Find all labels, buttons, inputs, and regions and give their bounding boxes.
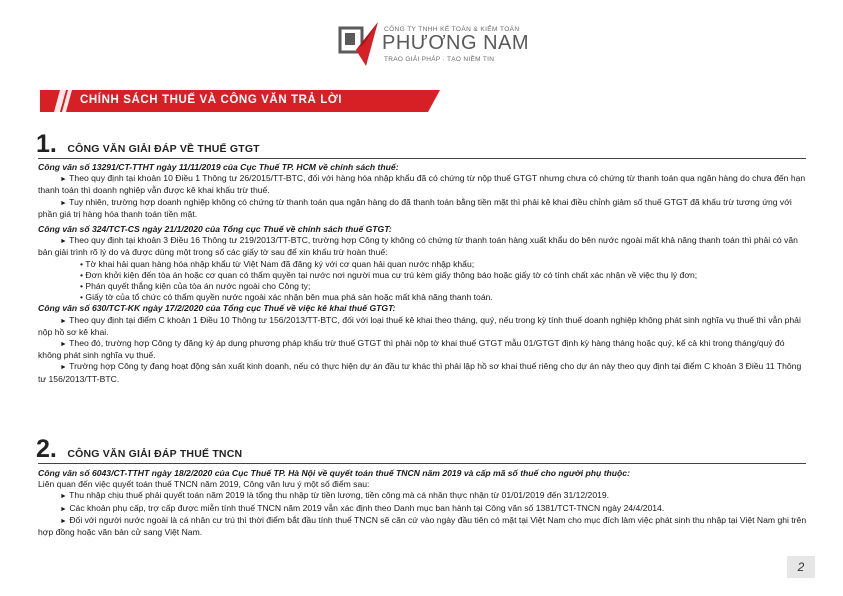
chapter-banner — [40, 90, 452, 112]
company-legal-name: CÔNG TY TNHH KẾ TOÁN & KIỂM TOÁN — [384, 26, 520, 33]
letter-heading: Công văn số 6043/CT-TTHT ngày 18/2/2020 của Cục Thuế TP. Hà Nội về quyết toán thuế TNCN năm 2019 và cấp mã số thuế cho người phụ thuộc: — [38, 468, 630, 478]
paragraph: ► Trường hợp Công ty đang hoạt động sản xuất kinh doanh, nếu có thực hiện dự án đầu tư khác thì phải lập hồ sơ khai thuế riêng cho dự án này theo quy định tại điểm C khoản 3 Điều 11 Thông tư 156/2013/TT-BTC. — [38, 361, 802, 384]
paragraph: ► Theo đó, trường hợp Công ty đăng ký áp dụng phương pháp khấu trừ thuế GTGT thì phải nộp tờ khai thuế GTGT mẫu 01/GTGT định kỳ hàng tháng hoặc quý, kể cả khi trong tháng/quý đó không phát sinh nghĩa vụ thuế. — [38, 338, 785, 361]
bullet-icon: • — [80, 281, 84, 292]
arrow-icon: ► — [60, 517, 67, 525]
paragraph: ► Các khoản phụ cấp, trợ cấp được miễn tính thuế TNCN năm 2019 vẫn xác định theo Danh mục ban hành tại Công văn số 1381/TCT-TNCN ngày 24/4/2014. — [60, 502, 665, 513]
arrow-icon: ► — [60, 505, 67, 513]
arrow-icon: ► — [60, 341, 67, 349]
arrow-icon: ► — [60, 493, 67, 501]
company-slogan: TRAO GIẢI PHÁP · TẠO NIỀM TIN — [384, 56, 495, 63]
section-title: CÔNG VĂN GIẢI ĐÁP VỀ THUẾ GTGT — [67, 143, 260, 155]
bullet-item: • Tờ khai hải quan hàng hóa nhập khẩu từ Việt Nam đã đăng ký với cơ quan hải quan nước nhập khẩu; — [80, 258, 475, 269]
intro-paragraph: Liên quan đến việc quyết toán thuế TNCN năm 2019, Công văn lưu ý một số điểm sau: — [38, 479, 370, 490]
letter-heading: Công văn số 13291/CT-TTHT ngày 11/11/2019 của Cục Thuế TP. HCM về chính sách thuế: — [38, 162, 399, 172]
paragraph: ► Tuy nhiên, trường hợp doanh nghiệp không có chứng từ thanh toán qua ngân hàng do đã thanh toán bằng tiền mặt thì phải kê khai điều chỉnh giảm số thuế GTGT đã khấu trừ tương ứng với phần giá trị hàng hóa thanh toán tiền mặt. — [38, 196, 792, 219]
section-title: CÔNG VĂN GIẢI ĐÁP THUẾ TNCN — [67, 448, 243, 460]
bullet-item: • Đơn khởi kiện đến tòa án hoặc cơ quan có thẩm quyền tại nước nơi người mua cư trú kèm giấy thông báo hoặc giấy tờ có tính chất xác nhận về việc thụ lý đơn; — [80, 269, 698, 280]
section-divider — [38, 463, 806, 464]
section-number: 1. — [36, 130, 57, 158]
section-2-body — [38, 468, 808, 538]
paragraph: ► Đối với người nước ngoài là cá nhân cư trú thì thời điểm bắt đầu tính thuế TNCN sẽ căn cứ vào ngày đầu tiên có mặt tại Việt Nam cho mục đích làm việc phát sinh thu nhập tại Việt Nam ghi trên hợp đồng hoặc văn bản cử sang Việt Nam. — [38, 514, 807, 538]
arrow-icon: ► — [60, 238, 67, 246]
arrow-icon: ► — [60, 317, 67, 325]
bullet-item: • Phán quyết thắng kiện của tòa án nước ngoài cho Công ty; — [80, 281, 311, 292]
page-number: 2 — [787, 556, 815, 578]
bullet-icon: • — [80, 292, 84, 303]
banner-title: CHÍNH SÁCH THUẾ VÀ CÔNG VĂN TRẢ LỜI — [80, 94, 343, 106]
arrow-icon: ► — [60, 176, 67, 184]
arrow-icon: ► — [60, 199, 67, 207]
arrow-icon: ► — [60, 364, 67, 372]
section-1-body — [38, 162, 808, 385]
section-2-heading — [36, 435, 242, 464]
section-1-heading — [36, 130, 260, 159]
logo-mark-icon — [336, 20, 380, 68]
bullet-icon: • — [80, 269, 84, 280]
letter-heading: Công văn số 630/TCT-KK ngày 17/2/2020 của Tổng cục Thuế về việc kê khai thuế GTGT: — [38, 303, 396, 314]
paragraph: ► Thu nhập chịu thuế phải quyết toán năm 2019 là tổng thu nhập từ tiền lương, tiền công mà cá nhân thực nhận từ 01/01/2019 đến 31/12/2019. — [60, 490, 610, 501]
section-divider — [38, 158, 806, 159]
bullet-icon: • — [80, 258, 84, 269]
paragraph: ► Theo quy định tại khoản 3 Điều 16 Thông tư 219/2013/TT-BTC, trường hợp Công ty không có chứng từ thanh toán hàng xuất khẩu do bên nước ngoài mất khả năng thanh toán thì phải có văn bản giải trình rõ lý do và được dùng một trong số các giấy tờ sau để xin khấu trừ hoàn thuế: — [38, 235, 798, 258]
paragraph: ► Theo quy định tại khoản 10 Điều 1 Thông tư 26/2015/TT-BTC, đối với hàng hóa nhập khẩu đã có chứng từ nộp thuế GTGT nhưng chưa có chứng từ thanh toán qua ngân hàng do chưa đến hạn thanh toán thì doanh nghiệp vẫn được kê khai khấu trừ thuế. — [38, 173, 806, 196]
paragraph: ► Theo quy định tại điểm C khoản 1 Điều 10 Thông tư 156/2013/TT-BTC, đối với loại thuế kê khai theo tháng, quý, nếu trong kỳ tính thuế doanh nghiệp không phát sinh nghĩa vụ thuế thì vẫn phải nộp hồ sơ kê khai. — [38, 314, 801, 337]
letter-heading: Công văn số 324/TCT-CS ngày 21/1/2020 của Tổng cục Thuế về chính sách thuế GTGT: — [38, 224, 392, 235]
section-number: 2. — [36, 435, 57, 463]
company-logo — [336, 20, 536, 72]
bullet-item: • Giấy tờ của tổ chức có thẩm quyền nước ngoài xác nhận bên mua phá sản hoặc mất khả năng thanh toán. — [80, 292, 493, 303]
company-brand-name: PHƯƠNG NAM — [382, 32, 530, 54]
